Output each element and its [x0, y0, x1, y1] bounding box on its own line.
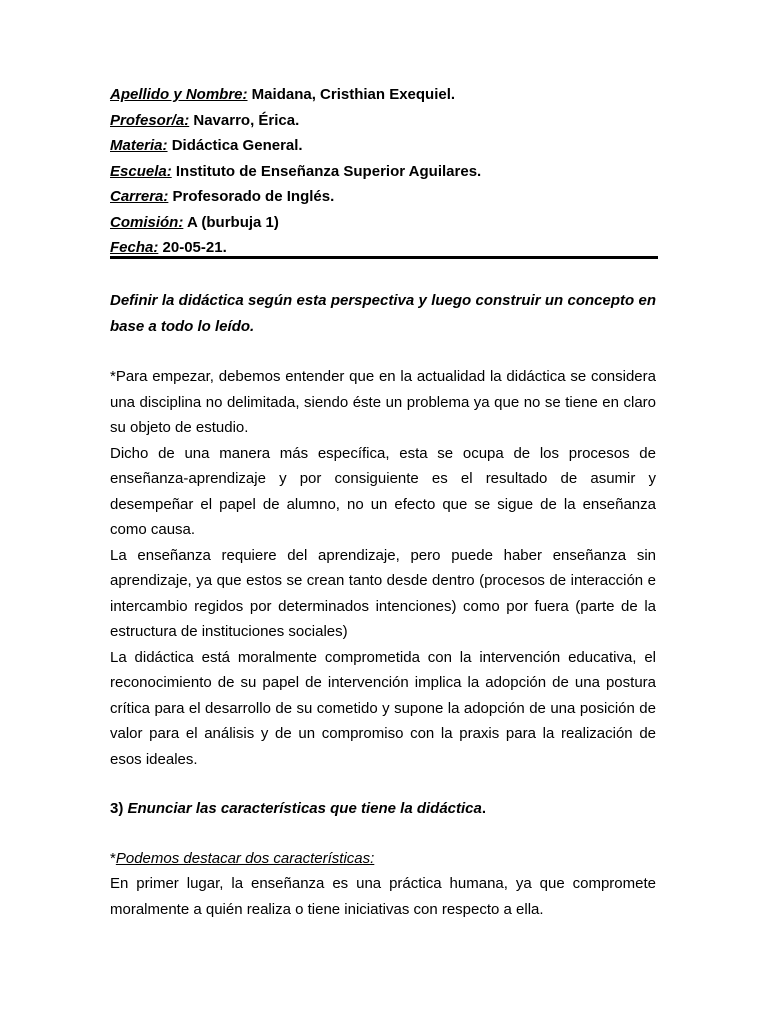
section1-question: Definir la didáctica según esta perspectiva y luego construir un concepto en base a todo lo leído. [110, 292, 656, 335]
document-body [110, 288, 656, 922]
date-value: 20-05-21. [158, 239, 227, 256]
header-divider [110, 256, 658, 259]
header-commission-line [110, 210, 658, 236]
section1-paragraph-1: *Para empezar, debemos entender que en la actualidad la didáctica se considera una disciplina no delimitada, siendo éste un problema ya que no se tiene en claro su objeto de estudio. [110, 368, 656, 436]
header-subject-line [110, 133, 658, 159]
header-professor-line [110, 108, 658, 134]
spacer [110, 340, 656, 364]
header-career-line [110, 184, 658, 210]
section1-paragraph-3: La enseñanza requiere del aprendizaje, pero puede haber enseñanza sin aprendizaje, ya que estos se crean tanto desde dentro (procesos de interacción e intercambio regidos por determinados intenciones) como por fuera (parte de la estructura de instituciones sociales) [110, 546, 656, 640]
name-label: Apellido y Nombre: [110, 86, 248, 103]
section2-intro [110, 846, 656, 872]
subject-value: Didáctica General. [167, 137, 303, 154]
section2-paragraph-1: En primer lugar, la enseñanza es una práctica humana, ya que compromete moralmente a quién realiza o tiene iniciativas con respecto a ella. [110, 875, 656, 918]
professor-label: Profesor/a: [110, 111, 190, 129]
school-value: Instituto de Enseñanza Superior Aguilares. [171, 162, 482, 180]
header-school-line [110, 159, 658, 185]
section2-intro-text: Podemos destacar dos características: [115, 849, 375, 867]
section1-paragraph-4: La didáctica está moralmente comprometida con la intervención educativa, el reconocimiento de su papel de intervención implica la adopción de una postura crítica para el desarrollo de su cometido y supone la adopción de una posición de valor para el análisis y de un compromiso con la praxis para la realización de esos ideales. [110, 648, 656, 768]
commission-label: Comisión: [110, 213, 184, 231]
date-label: Fecha: [110, 239, 159, 256]
commission-value: A (burbuja 1) [183, 213, 279, 231]
section2-period: . [481, 800, 487, 817]
school-label: Escuela: [110, 162, 172, 180]
section2-intro-star: * [110, 849, 116, 867]
section2-number: 3) [110, 800, 124, 817]
career-value: Profesorado de Inglés. [168, 188, 335, 205]
name-value: Maidana, Cristhian Exequiel. [247, 86, 456, 103]
header-name-line [110, 82, 658, 108]
spacer [110, 822, 656, 846]
student-header [110, 82, 658, 261]
subject-label: Materia: [110, 137, 168, 154]
career-label: Carrera: [110, 188, 169, 205]
section2-heading [110, 796, 656, 822]
section1-paragraph-2: Dicho de una manera más específica, esta se ocupa de los procesos de enseñanza-aprendizaje y por consiguiente es el resultado de asumir y desempeñar el papel de alumno, no un efecto que se sigue de la enseñanza como causa. [110, 444, 656, 538]
spacer [110, 772, 656, 796]
professor-value: Navarro, Érica. [189, 111, 300, 129]
section2-question: Enunciar las características que tiene la didáctica [127, 800, 482, 817]
